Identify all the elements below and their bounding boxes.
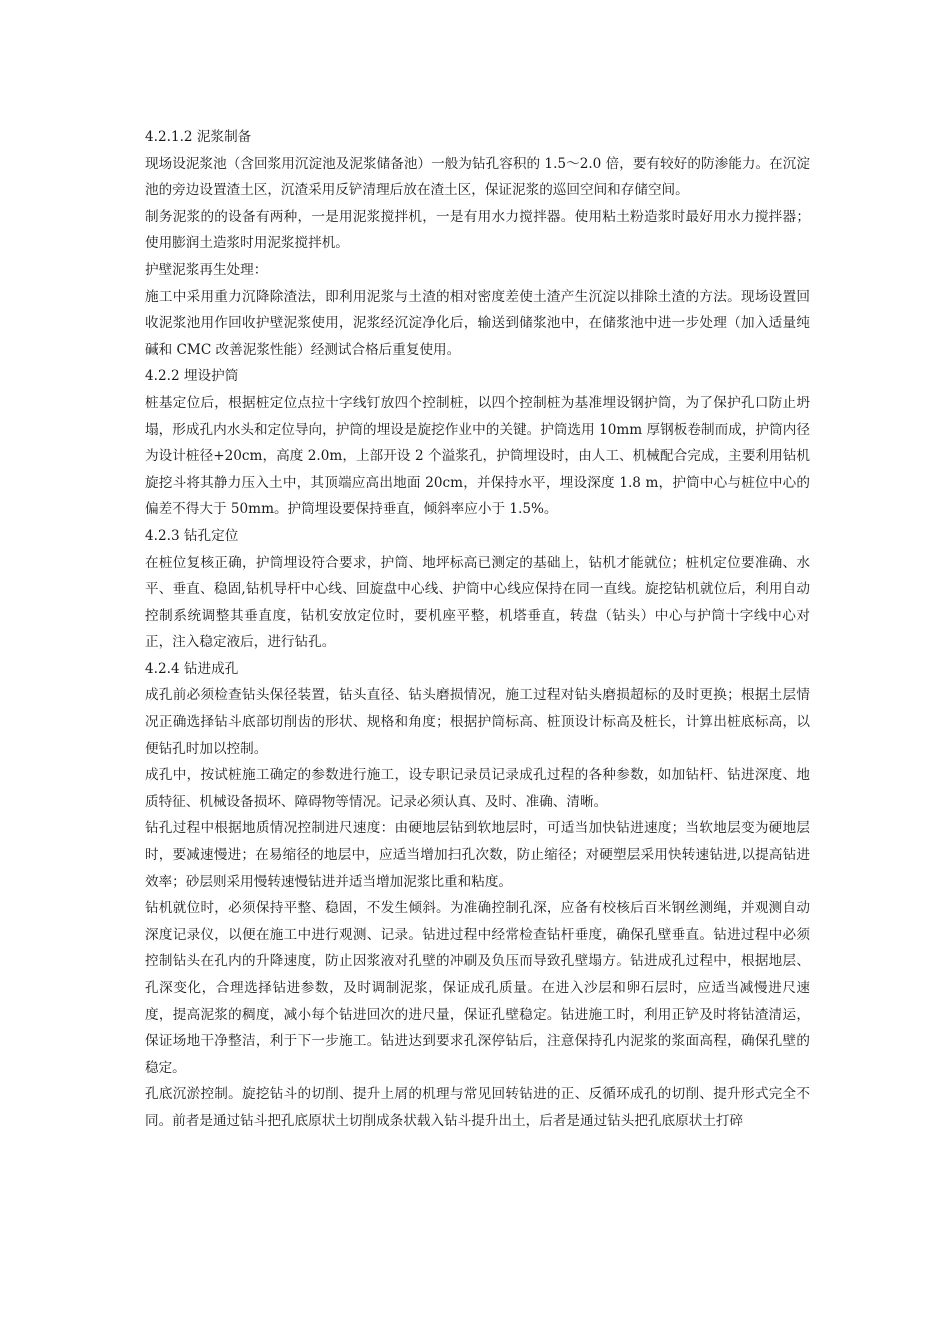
paragraph-pre-drilling-check: 成孔前必须检查钻头保径装置，钻头直径、钻头磨损情况，施工过程对钻头磨损超标的及时更换；根据土层情况正确选择钻斗底部切削齿的形状、规格和角度；根据护筒标高、桩顶设计标高及桩长，计算出桩底标高，以便钻孔时加以控制。 [145, 687, 810, 757]
section-heading-4-2-3: 4.2.3 钻孔定位 [145, 527, 239, 544]
paragraph-drilling-records: 成孔中，按试桩施工确定的参数进行施工，设专职记录员记录成孔过程的各种参数，如加钻杆、钻进深度、地质特征、机械设备损坏、障碍物等情况。记录必须认真、及时、准确、清晰。 [145, 767, 810, 810]
document-body [145, 124, 810, 1135]
section-heading-4-2-2: 4.2.2 埋设护筒 [145, 368, 239, 385]
section-heading-4-2-1-2: 4.2.1.2 泥浆制备 [145, 129, 252, 145]
paragraph-mud-regeneration: 施工中采用重力沉降除渣法，即利用泥浆与土渣的相对密度差使土渣产生沉淀以排除土渣的方法。现场设置回收泥浆池用作回收护壁泥浆使用，泥浆经沉淀净化后，输送到储浆池中，在储浆池中进一步处理（加入适量纯碱和 CMC 改善泥浆性能）经测试合格后重复使用。 [145, 288, 810, 358]
paragraph-drill-positioning: 在桩位复核正确，护筒埋设符合要求，护筒、地坪标高已测定的基础上，钻机才能就位；桩机定位要准确、水平、垂直、稳固,钻机导杆中心线、回旋盘中心线、护筒中心线应保持在同一直线。旋挖钻机就位后，利用自动控制系统调整其垂直度，钻机安放定位时，要机座平整，机塔垂直，转盘（钻头）中心与护筒十字线中心对正，注入稳定液后，进行钻孔。 [145, 554, 810, 651]
paragraph-drilling-speed: 钻孔过程中根据地质情况控制进尺速度：由硬地层钻到软地层时，可适当加快钻进速度；当软地层变为硬地层时，要减速慢进；在易缩径的地层中，应适当增加扫孔次数，防止缩径；对硬塑层采用快转速钻进,以提高钻进效率；砂层则采用慢转速慢钻进并适当增加泥浆比重和粘度。 [145, 820, 810, 890]
paragraph-sediment-control: 孔底沉淤控制。旋挖钻斗的切削、提升上屑的机理与常见回转钻进的正、反循环成孔的切削、提升形式完全不同。前者是通过钻斗把孔底原状土切削成条状载入钻斗提升出土，后者是通过钻头把孔底原状土打碎 [145, 1086, 810, 1129]
paragraph-mud-equipment: 制务泥浆的的设备有两种，一是用泥浆搅拌机，一是有用水力搅拌器。使用粘土粉造浆时最好用水力搅拌器；使用膨润土造浆时用泥浆搅拌机。 [145, 208, 810, 252]
paragraph-casing: 桩基定位后，根据桩定位点拉十字线钉放四个控制桩，以四个控制桩为基准埋设钢护筒，为了保护孔口防止坍塌，形成孔内水头和定位导向，护筒的埋设是旋挖作业中的关键。护筒选用 10mm 厚钢板卷制而成，护筒内径为设计桩径+20cm，高度 2.0m，上部开设 2 个溢浆孔，护筒埋设时，由人工、机械配合完成，主要利用钻机旋挖斗将其静力压入土中，其顶端应高出地面 20cm，并保持水平，埋设深度 1.8 m，护筒中心与桩位中心的偏差不得大于 50mm。护筒埋设要保持垂直，倾斜率应小于 1.5%。 [145, 394, 810, 518]
paragraph-mud-regeneration-title: 护壁泥浆再生处理： [145, 261, 268, 278]
section-heading-4-2-4: 4.2.4 钻进成孔 [145, 660, 239, 677]
paragraph-drill-stability: 钻机就位时，必须保持平整、稳固，不发生倾斜。为准确控制孔深，应备有校核后百米钢丝测绳，并观测自动深度记录仪，以便在施工中进行观测、记录。钻进过程中经常检查钻杆垂度，确保孔壁垂直。钻进过程中必须控制钻头在孔内的升降速度，防止因浆液对孔壁的冲刷及负压而导致孔壁塌方。钻进成孔过程中，根据地层、孔深变化，合理选择钻进参数，及时调制泥浆，保证成孔质量。在进入沙层和卵石层时，应适当减慢进尺速度，提高泥浆的稠度，减小每个钻进回次的进尺量，保证孔壁稳定。钻进施工时，利用正铲及时将钻渣清运，保证场地干净整洁，利于下一步施工。钻进达到要求孔深停钻后，注意保持孔内泥浆的浆面高程，确保孔壁的稳定。 [145, 900, 810, 1076]
paragraph-mud-pool: 现场设泥浆池（含回浆用沉淀池及泥浆储备池）一般为钻孔容积的 1.5～2.0 倍，要有较好的防渗能力。在沉淀池的旁边设置渣土区，沉渣采用反铲清理后放在渣土区，保证泥浆的巡回空间和存储空间。 [145, 155, 810, 199]
